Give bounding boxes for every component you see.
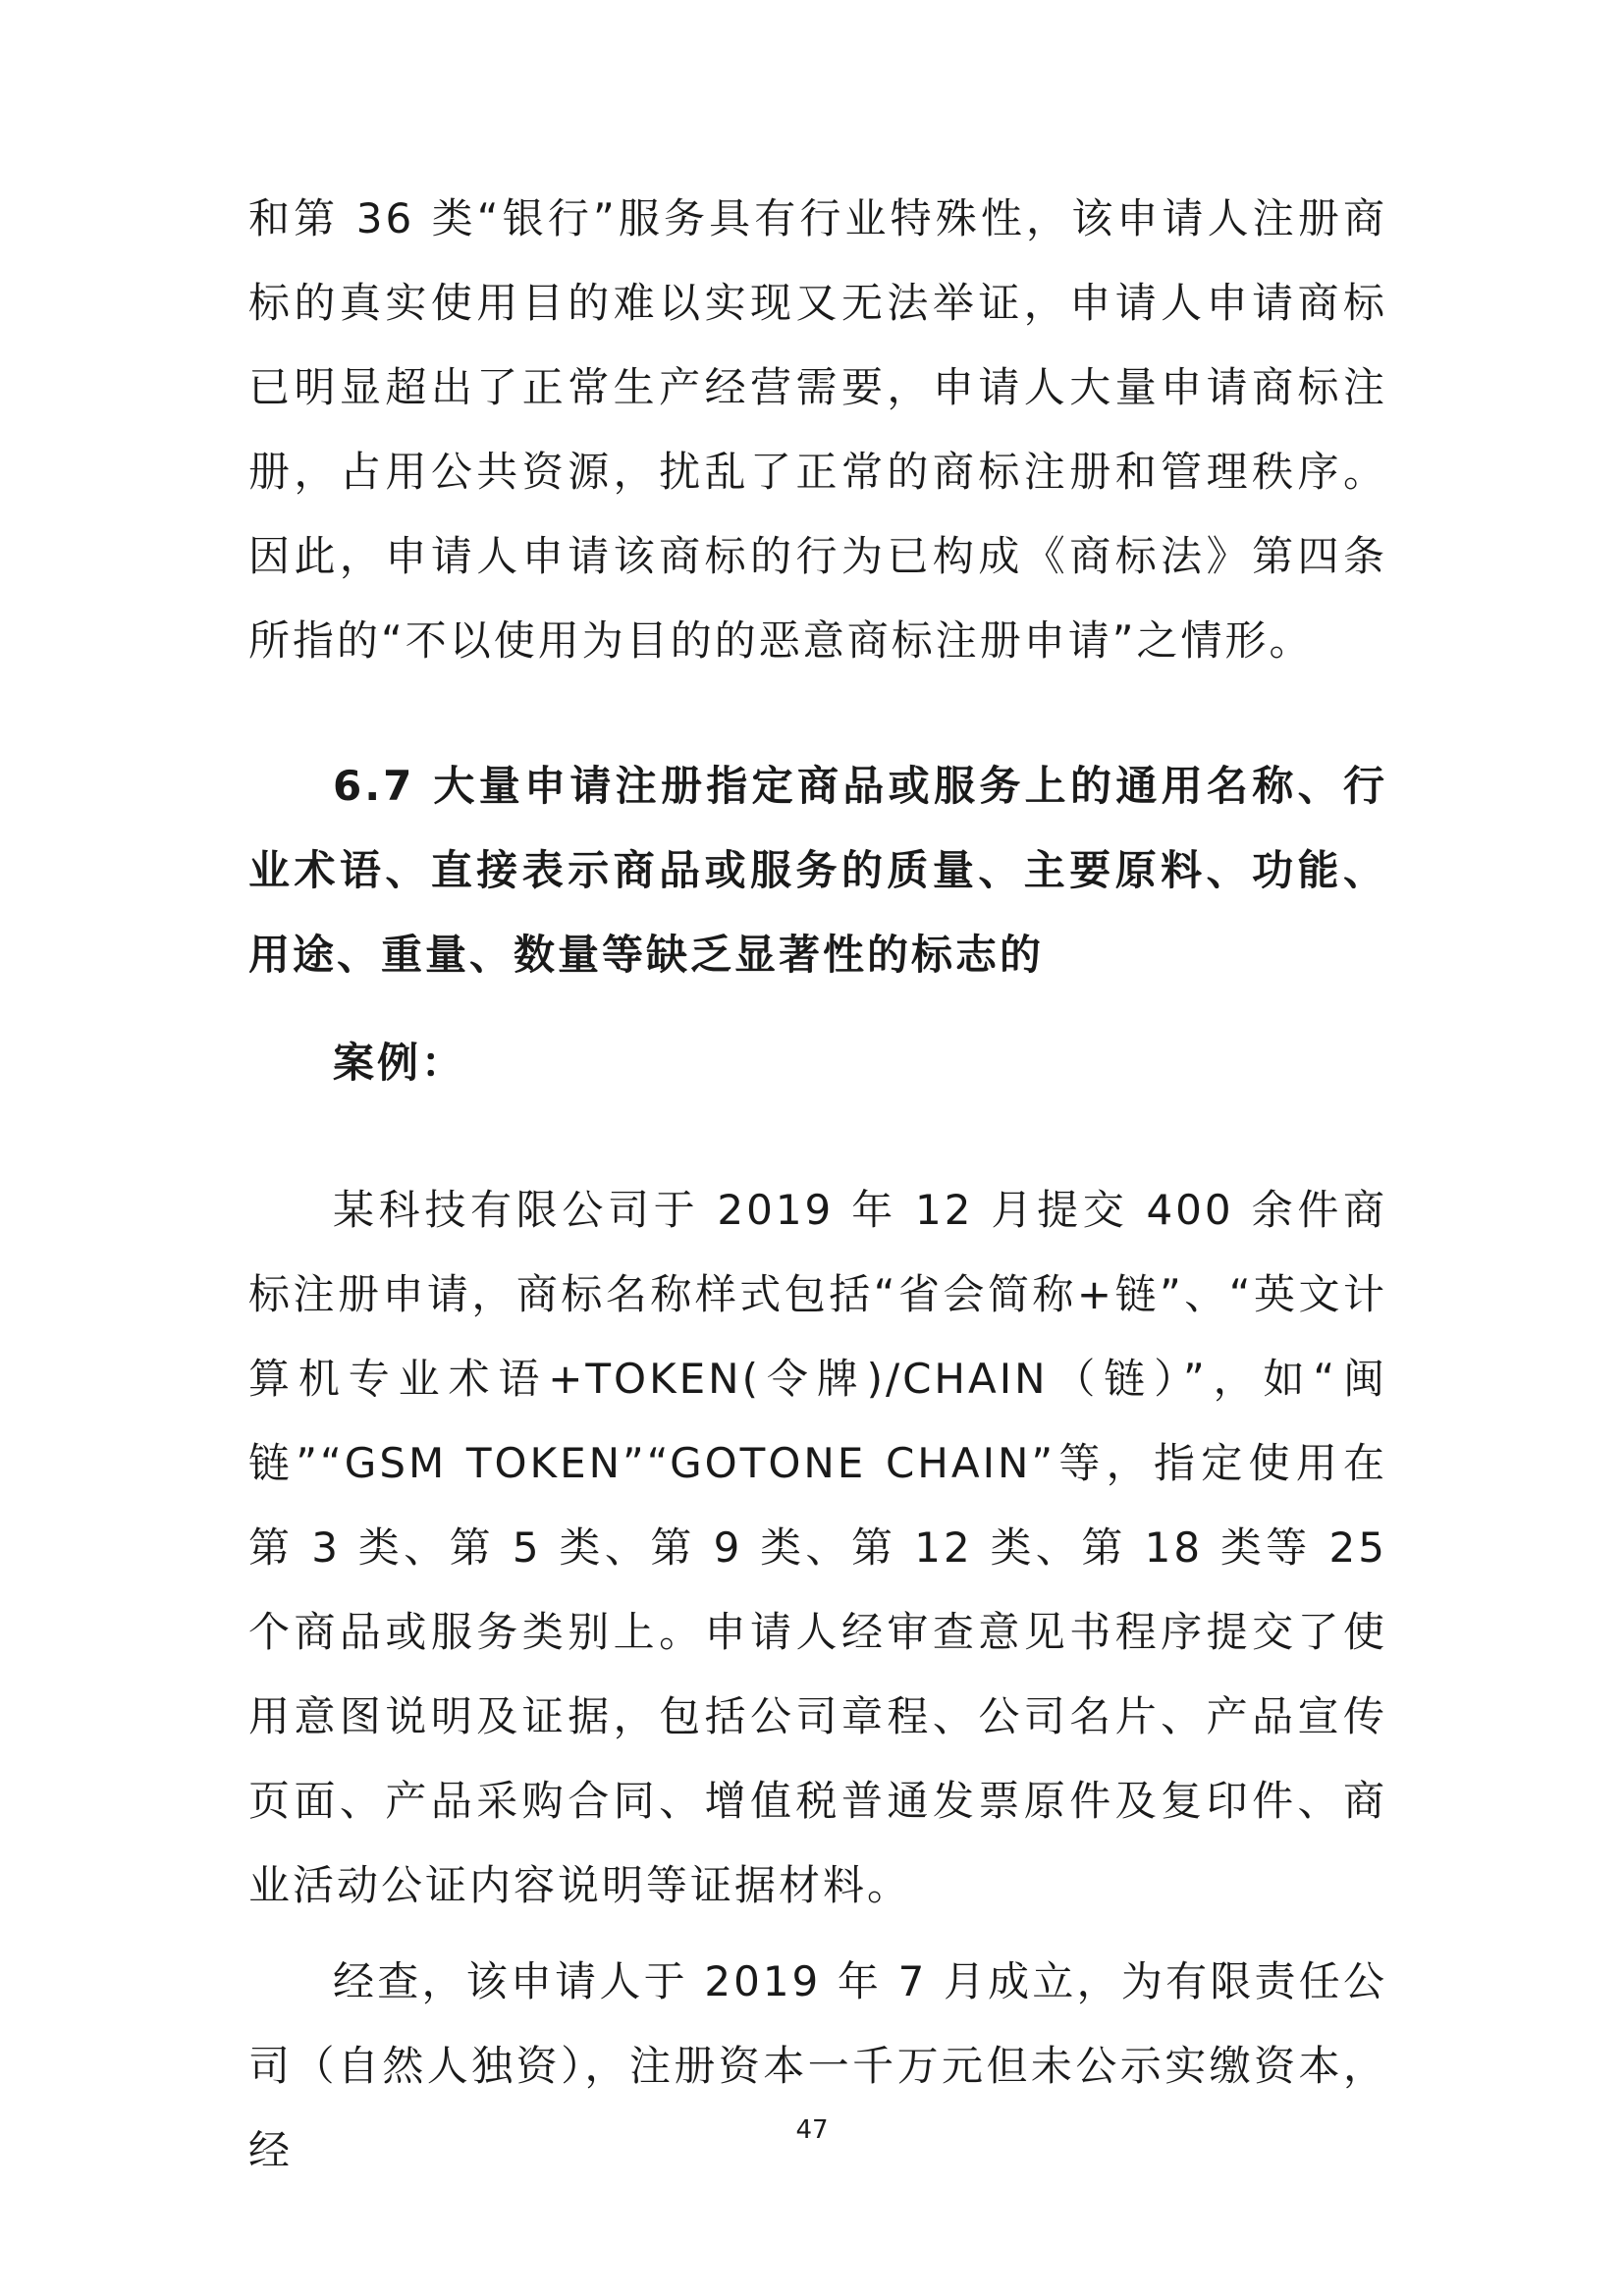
case-label: 案例： bbox=[333, 1039, 466, 1087]
investigation-paragraph: 经查，该申请人于 2019 年 7 月成立，为有限责任公司（自然人独资），注册资本一千万元但未公示实缴资本，经 bbox=[248, 1957, 1387, 2174]
case-paragraph: 某科技有限公司于 2019 年 12 月提交 400 余件商标注册申请，商标名称样式包括“省会简称+链”、“英文计算机专业术语+TOKEN(令牌)/CHAIN（链）”，如“闽链”“GSM TOKEN”“GOTONE CHAIN”等，指定使用在第 3 类、第 5 类、第 9 类、第 12 类、第 18 类等 25 个商品或服务类别上。申请人经审查意见书程序提交了使用意图说明及证据，包括公司章程、公司名片、产品宣传页面、产品采购合同、增值税普通发票原件及复印件、商业活动公证内容说明等证据材料。 bbox=[248, 1186, 1387, 1909]
page-number: 47 bbox=[795, 2115, 829, 2145]
section-heading-6-7: 6.7 大量申请注册指定商品或服务上的通用名称、行业术语、直接表示商品或服务的质量、主要原料、功能、用途、重量、数量等缺乏显著性的标志的 bbox=[248, 762, 1387, 979]
paragraph-continuation: 和第 36 类“银行”服务具有行业特殊性，该申请人注册商标的真实使用目的难以实现又无法举证，申请人申请商标已明显超出了正常生产经营需要，申请人大量申请商标注册，占用公共资源，扰乱了正常的商标注册和管理秩序。因此，申请人申请该商标的行为已构成《商标法》第四条所指的“不以使用为目的的恶意商标注册申请”之情形。 bbox=[248, 194, 1387, 665]
